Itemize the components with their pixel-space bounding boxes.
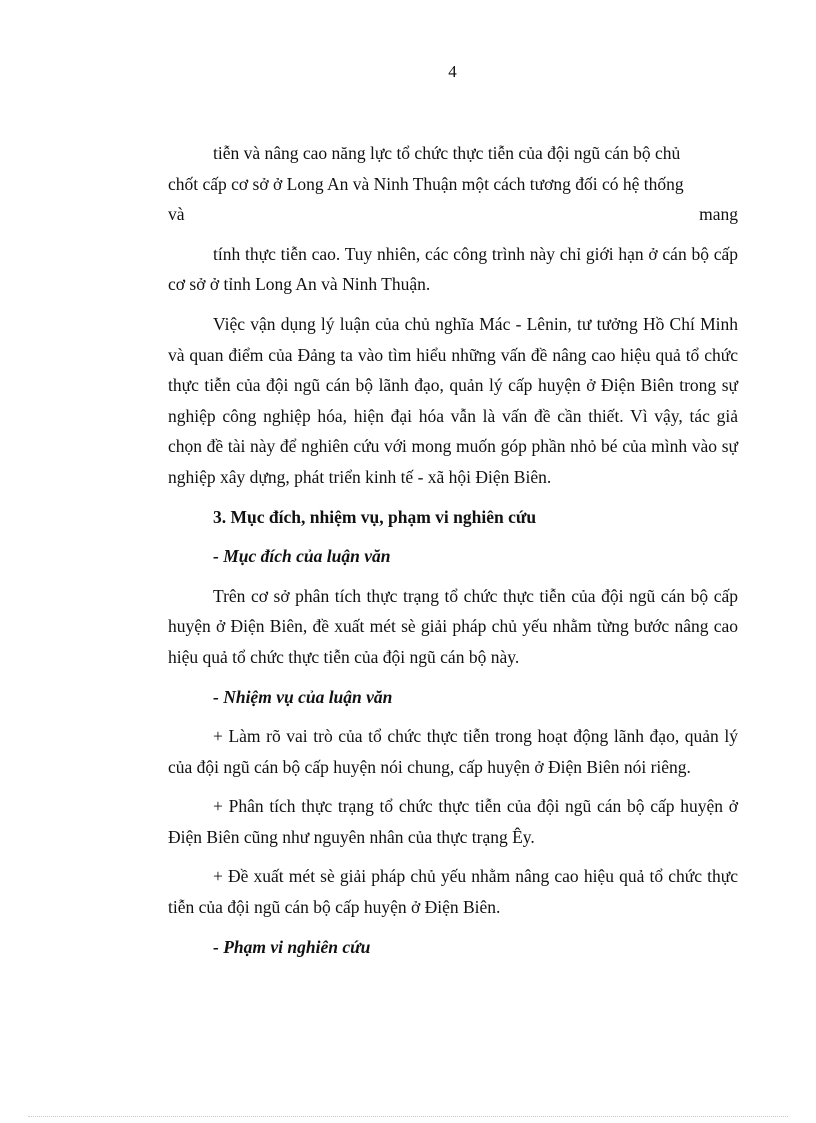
paragraph-word: mang (699, 204, 738, 225)
paragraph-line: tiễn và nâng cao năng lực tổ chức thực tiễn của đội ngũ cán bộ chủ (213, 143, 681, 163)
subheading-tasks: - Nhiệm vụ của luận văn (213, 686, 393, 707)
task-item: + Làm rõ vai trò của tổ chức thực tiễn trong hoạt động lãnh đạo, quản lý của đội ngũ cán bộ cấp huyện nói chung, cấp huyện ở Điện Biên nói riêng. (168, 726, 738, 777)
section-heading: 3. Mục đích, nhiệm vụ, phạm vi nghiên cứu (213, 506, 537, 527)
task-item: + Đề xuất mét sè giải pháp chủ yếu nhằm nâng cao hiệu quả tổ chức thực tiễn của đội ngũ cán bộ cấp huyện ở Điện Biên. (168, 866, 738, 918)
subheading-scope: - Phạm vi nghiên cứu (213, 936, 371, 957)
page-bottom-divider (28, 1116, 788, 1117)
paragraph-word: và (168, 204, 185, 225)
paragraph: Việc vận dụng lý luận của chủ nghĩa Mác - Lênin, tư tưởng Hồ Chí Minh và quan điểm của Đảng ta vào tìm hiểu những vấn đề nâng cao hiệu quả tổ chức thực tiễn của đội ngũ cán bộ lãnh đạo, quản lý cấp huyện ở Điện Biên trong sự nghiệp công nghiệp hóa, hiện đại hóa vẫn là vấn đề cần thiết. Vì vậy, tác giả chọn đề tài này để nghiên cứu với mong muốn góp phần nhỏ bé của mình vào sự nghiệp xây dựng, phát triển kinh tế - xã hội Điện Biên. (168, 313, 738, 487)
paragraph: tính thực tiễn cao. Tuy nhiên, các công trình này chỉ giới hạn ở cán bộ cấp cơ sở ở tỉnh Long An và Ninh Thuận. (168, 243, 738, 295)
subheading-purpose: - Mục đích của luận văn (213, 546, 391, 567)
paragraph-line: chốt cấp cơ sở ở Long An và Ninh Thuận một cách tương đối có hệ thống (168, 173, 684, 194)
task-item: + Phân tích thực trạng tổ chức thực tiễn của đội ngũ cán bộ cấp huyện ở Điện Biên cũng như nguyên nhân của thực trạng Êy. (168, 796, 738, 847)
paragraph-line-split (168, 199, 738, 230)
page-number: 4 (448, 62, 457, 81)
paragraph: Trên cơ sở phân tích thực trạng tổ chức thực tiễn của đội ngũ cán bộ cấp huyện ở Điện Biên, đề xuất mét sè giải pháp chủ yếu nhằm từng bước nâng cao hiệu quả tổ chức thực tiễn của đội ngũ cán bộ này. (168, 585, 738, 667)
document-body (168, 138, 738, 962)
